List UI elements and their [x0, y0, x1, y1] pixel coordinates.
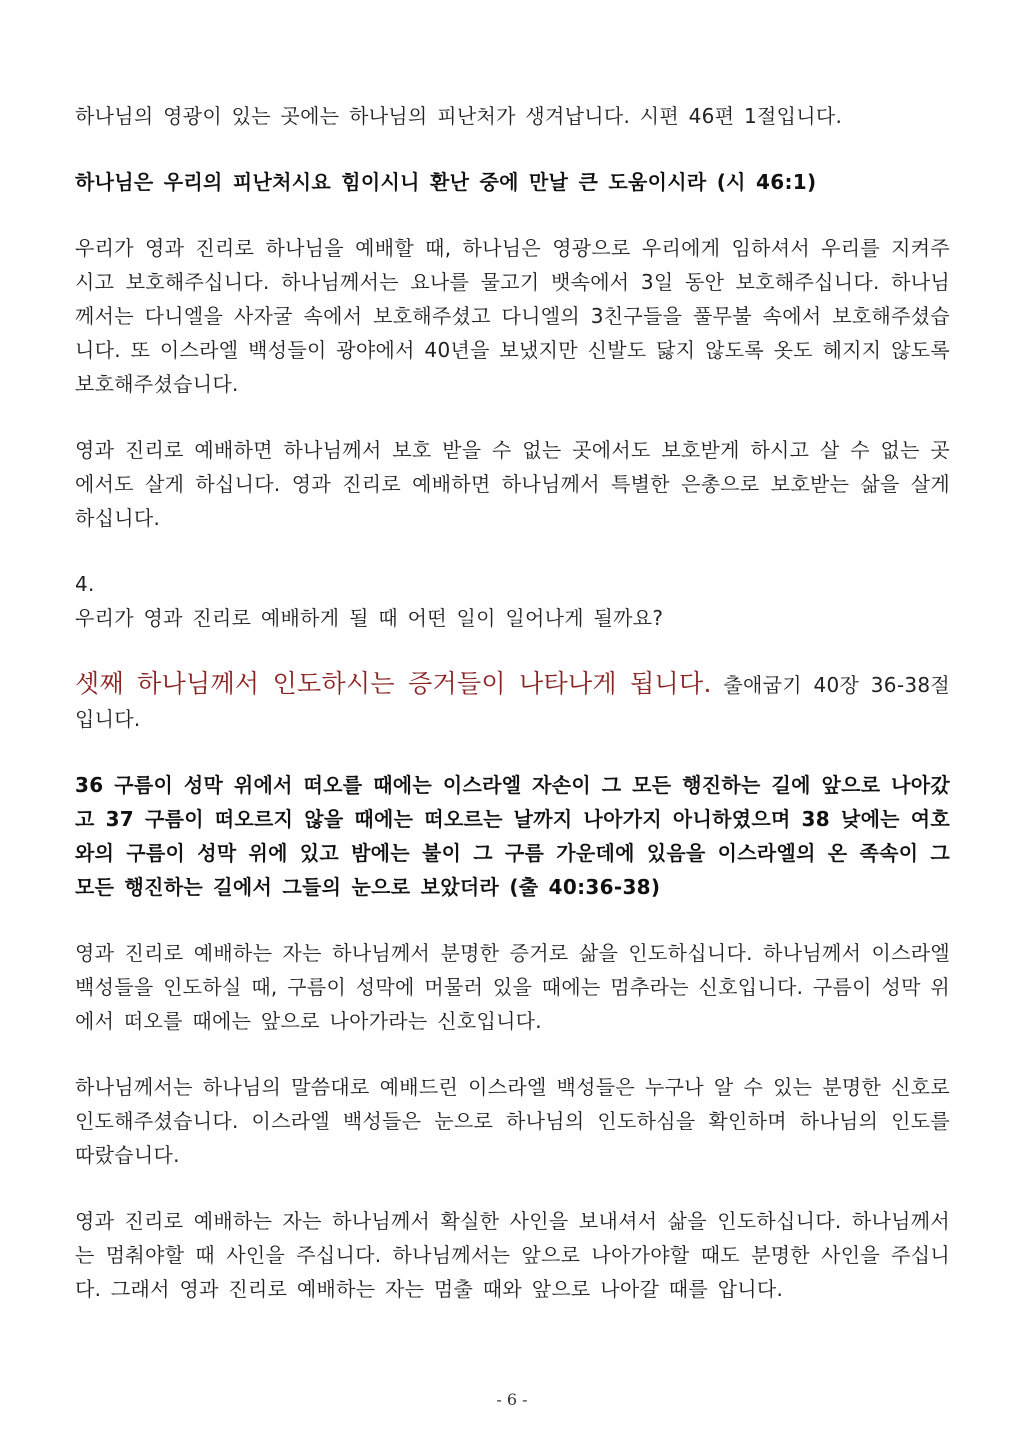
paragraph-clear-evidence: 영과 진리로 예배하는 자는 하나님께서 분명한 증거로 삶을 인도하십니다. 하나님께서 이스라엘 백성들을 인도하실 때, 구름이 성막에 머물러 있을 때에는 멈추라는 신호입니다. 구름이 성막 위에서 떠오를 때에는 앞으로 나아가라는 신호입니다.: [75, 941, 950, 1033]
scripture-exodus: 36 구름이 성막 위에서 떠오를 때에는 이스라엘 자손이 그 모든 행진하는 길에 앞으로 나아갔고 37 구름이 떠오르지 않을 때에는 떠오르는 날까지 나아가지 아니하였으며 38 낮에는 여호와의 구름이 성막 위에 있고 밤에는 불이 그 구름 가운데에 있음을 이스라엘의 온 족속이 그 모든 행진하는 길에서 그들의 눈으로 보았더라 (출 40:36-38): [75, 773, 950, 899]
section-question: 우리가 영과 진리로 예배하게 될 때 어떤 일이 일어나게 될까요?: [75, 606, 664, 630]
scripture-psalm: 하나님은 우리의 피난처시요 힘이시니 환난 중에 만날 큰 도움이시라 (시 46:1): [75, 170, 817, 194]
section-heading-paragraph: [75, 667, 950, 736]
document-page: [75, 99, 950, 1338]
section-number: 4.: [75, 572, 95, 596]
paragraph-sure-sign: 영과 진리로 예배하는 자는 하나님께서 확실한 사인을 보내셔서 삶을 인도하십니다. 하나님께서는 멈춰야할 때 사인을 주십니다. 하나님께서는 앞으로 나아가야할 때도 분명한 사인을 주십니다. 그래서 영과 진리로 예배하는 자는 멈출 때와 앞으로 나아갈 때를 압니다.: [75, 1209, 950, 1301]
paragraph-special-grace: 영과 진리로 예배하면 하나님께서 보호 받을 수 없는 곳에서도 보호받게 하시고 살 수 없는 곳에서도 살게 하십니다. 영과 진리로 예배하면 하나님께서 특별한 은총으로 보호받는 삶을 살게 하십니다.: [75, 438, 950, 530]
page-number: - 6 -: [496, 1390, 528, 1409]
scripture-reference: 출애굽기 40장 36-38절입니다.: [75, 673, 950, 731]
paragraph-protection: 우리가 영과 진리로 하나님을 예배할 때, 하나님은 영광으로 우리에게 임하셔서 우리를 지켜주시고 보호해주십니다. 하나님께서는 요나를 물고기 뱃속에서 3일 동안 보호해주십니다. 하나님께서는 다니엘을 사자굴 속에서 보호해주셨고 다니엘의 3친구들을 풀무불 속에서 보호해주셨습니다. 또 이스라엘 백성들이 광야에서 40년을 보냈지만 신발도 닳지 않도록 옷도 헤지지 않도록 보호해주셨습니다.: [75, 236, 950, 396]
section-heading: 셋째 하나님께서 인도하시는 증거들이 나타나게 됩니다.: [75, 669, 712, 698]
paragraph-intro: 하나님의 영광이 있는 곳에는 하나님의 피난처가 생겨납니다. 시편 46편 1절입니다.: [75, 104, 843, 128]
paragraph-clear-signal: 하나님께서는 하나님의 말씀대로 예배드린 이스라엘 백성들은 누구나 알 수 있는 분명한 신호로 인도해주셨습니다. 이스라엘 백성들은 눈으로 하나님의 인도하심을 확인하며 하나님의 인도를 따랐습니다.: [75, 1075, 950, 1167]
